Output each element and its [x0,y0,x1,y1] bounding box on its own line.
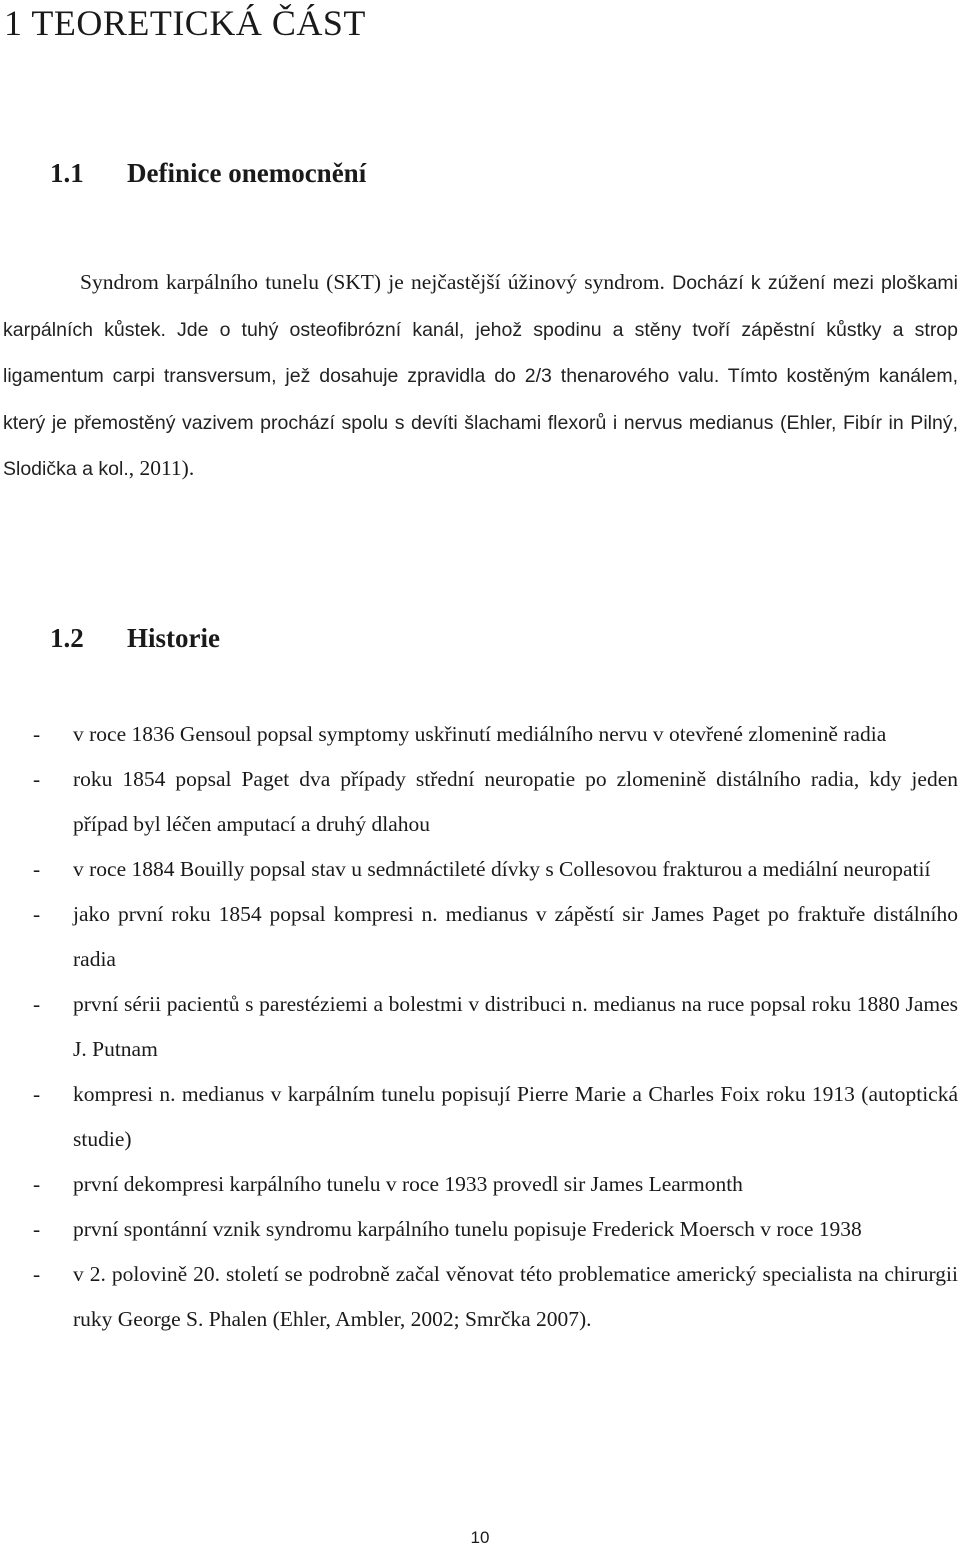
list-item-text: první spontánní vznik syndromu karpálního tunelu popisuje Frederick Moersch v roce 1938 [73,1217,862,1241]
definition-paragraph [3,260,958,493]
list-item [0,1162,958,1207]
section-number: 1.2 [50,623,84,653]
list-marker: - [33,1217,41,1241]
list-marker: - [33,722,41,746]
list-item [0,847,958,892]
list-marker: - [33,1172,41,1196]
paragraph-citation-year: , 2011). [128,456,195,480]
list-item-text: kompresi n. medianus v karpálním tunelu popisují Pierre Marie a Charles Foix roku 1913 (autoptická studie) [73,1082,958,1151]
list-item-text: roku 1854 popsal Paget dva případy střední neuropatie po zlomenině distálního radia, kdy jeden případ byl léčen amputací a druhý dlahou [73,767,958,836]
list-marker: - [33,1262,41,1286]
list-marker: - [33,857,41,881]
list-item-text: v 2. polovině 20. století se podrobně začal věnovat této problematice americký specialista na chirurgii ruky George S. Phalen (Ehler, Ambler, 2002; Smrčka 2007). [73,1262,958,1331]
section-title: Historie [127,623,220,653]
list-item [0,892,958,982]
paragraph-text-serif: Syndrom karpálního tunelu (SKT) je nejčastější úžinový syndrom. [80,270,673,294]
list-marker: - [33,767,41,791]
page-number: 10 [470,1528,490,1547]
section-number: 1.1 [50,158,84,188]
chapter-title: 1 TEORETICKÁ ČÁST [4,3,366,43]
list-item-text: první sérii pacientů s parestéziemi a bolestmi v distribuci n. medianus na ruce popsal roku 1880 James J. Putnam [73,992,958,1061]
list-item-text: jako první roku 1854 popsal kompresi n. medianus v zápěstí sir James Paget po fraktuře distálního radia [73,902,958,971]
list-item [0,1072,958,1162]
list-marker: - [33,1082,41,1106]
paragraph-text-sans: Dochází k zúžení mezi ploškami karpálních kůstek. Jde o tuhý osteofibrózní kanál, jehož spodinu a stěny tvoří zápěstní kůstky a strop ligamentum carpi transversum, jež dosahuje zpravidla do 2/3 thenarového valu. Tímto kostěným kanálem, který je přemostěný vazivem prochází spolu s devíti šlachami flexorů i nervus medianus (Ehler, Fibír in Pilný, Slodička a kol. [3,272,958,480]
section-heading-definice [50,158,366,189]
list-item [0,1207,958,1252]
list-item-text: v roce 1884 Bouilly popsal stav u sedmnáctileté dívky s Collesovou frakturou a mediální neuropatií [73,857,931,881]
section-title: Definice onemocnění [127,158,367,188]
list-item-text: první dekompresi karpálního tunelu v roce 1933 provedl sir James Learmonth [73,1172,743,1196]
list-item [0,757,958,847]
section-heading-historie [50,623,220,654]
history-list [0,712,958,1342]
list-marker: - [33,992,41,1016]
list-marker: - [33,902,41,926]
list-item-text: v roce 1836 Gensoul popsal symptomy uskřinutí mediálního nervu v otevřené zlomenině radia [73,722,887,746]
list-item [0,982,958,1072]
list-item [0,712,958,757]
list-item [0,1252,958,1342]
